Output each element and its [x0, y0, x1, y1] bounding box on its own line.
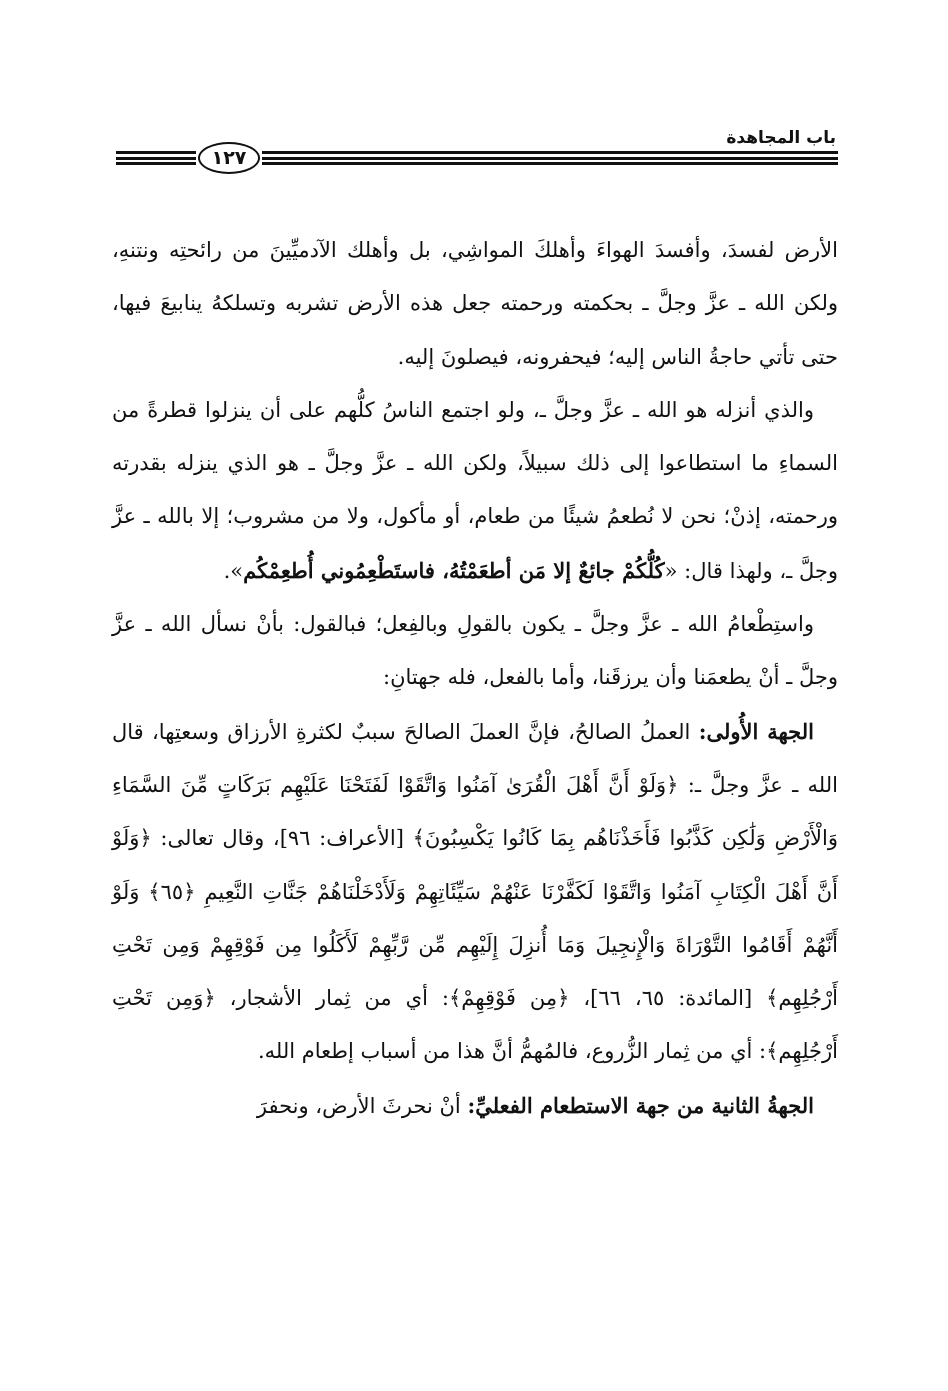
running-head-title: باب المجاهدة	[726, 128, 836, 148]
page-number: ١٢٧	[198, 142, 260, 174]
page-body	[112, 224, 838, 1133]
hadith-quote: كُلُّكُمْ جائعٌ إلا مَن أطعَمْتُهُ، فاستَطْعِمُوني أُطعِمْكُم	[243, 557, 665, 583]
paragraph-4	[112, 705, 838, 1079]
header-double-rule	[262, 151, 838, 165]
header-double-rule-left	[116, 151, 196, 165]
first-aspect-text: العملُ الصالحُ، فإنَّ العملَ الصالحَ سببٌ لكثرةِ الأرزاق وسعتِها، قال الله ـ عزَّ وجلَّ ـ: ﴿وَلَوْ أَنَّ أَهْلَ الْقُرَىٰ آمَنُوا وَاتَّقَوْا لَفَتَحْنَا عَلَيْهِم بَرَكَاتٍ مِّنَ السَّمَاءِ وَالْأَرْضِ وَلَٰكِن كَذَّبُوا فَأَخَذْنَاهُم بِمَا كَانُوا يَكْسِبُونَ﴾ [الأعراف: ٩٦]، وقال تعالى: ﴿وَلَوْ أَنَّ أَهْلَ الْكِتَابِ آمَنُوا وَاتَّقَوْا لَكَفَّرْنَا عَنْهُمْ سَيِّئَاتِهِمْ وَلَأَدْخَلْنَاهُمْ جَنَّاتِ النَّعِيمِ ﴿٦٥﴾ وَلَوْ أَنَّهُمْ أَقَامُوا التَّوْرَاةَ وَالْإِنجِيلَ وَمَا أُنزِلَ إِلَيْهِم مِّن رَّبِّهِمْ لَأَكَلُوا مِن فَوْقِهِمْ وَمِن تَحْتِ أَرْجُلِهِم﴾ [المائدة: ٦٥، ٦٦]، ﴿مِن فَوْقِهِمْ﴾: أي من ثِمار الأشجار، ﴿وَمِن تَحْتِ أَرْجُلِهِم﴾: أي من ثِمار الزُّروع، فالمُهمُّ أنَّ هذا من أسباب إطعام الله.	[112, 719, 838, 1064]
paragraph-2	[112, 384, 838, 598]
paragraph-1: الأرض لفسدَ، وأفسدَ الهواءَ وأهلكَ المواشِي، بل وأهلك الآدميِّينَ من رائحتِه ونتنهِ، ولكن الله ـ عزَّ وجلَّ ـ بحكمته ورحمته جعل هذه الأرض تشربه وتسلكهُ ينابيعَ فيها، حتى تأتي حاجةُ الناس إليه؛ فيحفرونه، فيصلونَ إليه.	[112, 238, 838, 369]
paragraph-5	[112, 1079, 838, 1133]
first-aspect-heading: الجهة الأُولى:	[698, 718, 814, 744]
paragraph-2-end: ».	[223, 558, 244, 583]
paragraph-3: واستِطْعامُ الله ـ عزَّ وجلَّ ـ يكون بالقولِ وبالفِعل؛ فبالقول: بأنْ نسأل الله ـ عزَّ وجلَّ ـ أنْ يطعمَنا وأن يرزقَنا، وأما بالفعل، فله جهتانِ:	[112, 612, 838, 690]
second-aspect-heading: الجهةُ الثانية من جهة الاستطعام الفعليِّ:	[467, 1092, 814, 1118]
second-aspect-text: أنْ نحرثَ الأرض، ونحفرَ	[256, 1093, 468, 1118]
paragraph-2-text: والذي أنزله هو الله ـ عزَّ وجلَّ ـ، ولو اجتمع الناسُ كلُّهم على أن ينزلوا قطرةً من السماءِ ما استطاعوا إلى ذلك سبيلاً، ولكن الله ـ عزَّ وجلَّ ـ هو الذي ينزله بقدرته ورحمته، إذنْ؛ نحن لا نُطعمُ شيئًا من طعام، أو مأكول، ولا من مشروب؛ إلا بالله ـ عزَّ وجلَّ ـ، ولهذا قال: «	[112, 397, 838, 583]
